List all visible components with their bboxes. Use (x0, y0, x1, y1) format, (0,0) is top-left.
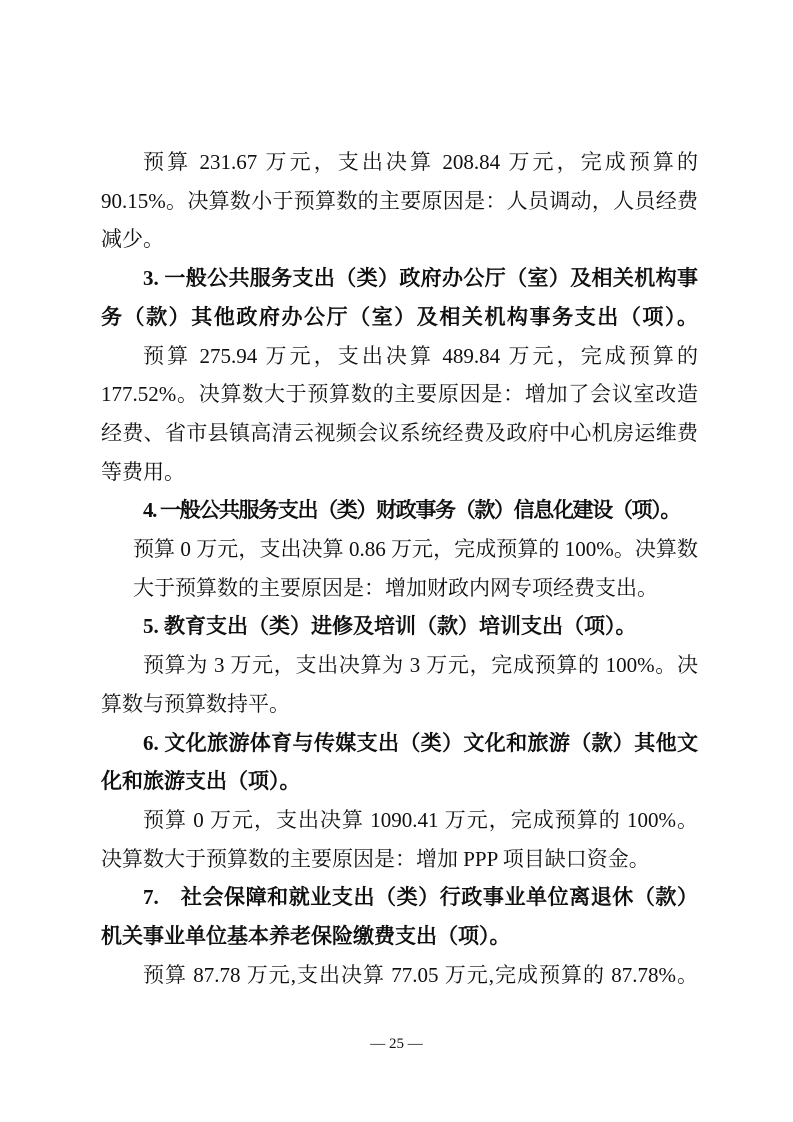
section-heading (101, 724, 698, 801)
text-line: 等费用。 (101, 459, 185, 484)
body-paragraph (101, 337, 698, 492)
text-line: 预算 0 万元，支出决算 0.86 万元，完成预算的 100%。决算数 (133, 537, 698, 562)
body-paragraph (101, 143, 698, 259)
text-line: 预算 275.94 万元，支出决算 489.84 万元，完成预算的 (143, 343, 698, 368)
text-line: 5. 教育支出（类）进修及培训（款）培训支出（项）。 (143, 614, 637, 639)
body-paragraph (101, 801, 698, 878)
text-line: 算数与预算数持平。 (101, 691, 290, 716)
text-line: 6. 文化旅游体育与传媒支出（类）文化和旅游（款）其他文 (143, 730, 698, 755)
text-line: 3. 一般公共服务支出（类）政府办公厅（室）及相关机构事 (143, 266, 698, 291)
text-line: 务（款）其他政府办公厅（室）及相关机构事务支出（项）。 (101, 304, 698, 329)
section-heading (101, 491, 698, 530)
text-line: 7. 社会保障和就业支出（类）行政事业单位离退休（款） (143, 885, 698, 910)
text-line: 预算为 3 万元，支出决算为 3 万元，完成预算的 100%。决 (143, 653, 698, 678)
text-line: 177.52%。决算数大于预算数的主要原因是：增加了会议室改造 (101, 382, 698, 407)
text-line: 预算 231.67 万元，支出决算 208.84 万元，完成预算的 (143, 150, 698, 174)
body-paragraph (101, 530, 698, 607)
document-content (101, 143, 698, 994)
text-line: 决算数大于预算数的主要原因是：增加 PPP 项目缺口资金。 (101, 846, 650, 871)
text-line: 化和旅游支出（项）。 (101, 769, 301, 794)
body-paragraph (101, 956, 698, 995)
text-line: 大于预算数的主要原因是：增加财政内网专项经费支出。 (133, 575, 658, 600)
section-heading (101, 878, 698, 955)
body-paragraph (101, 646, 698, 723)
section-heading (101, 607, 698, 646)
section-heading (101, 259, 698, 336)
text-line: 预算 87.78 万元,支出决算 77.05 万元,完成预算的 87.78%。 (143, 962, 698, 987)
text-line: 经费、省市县镇高清云视频会议系统经费及政府中心机房运维费 (101, 420, 698, 445)
text-line: 4. 一般公共服务支出（类）财政事务（款）信息化建设（项）。 (143, 498, 680, 523)
text-line: 机关事业单位基本养老保险缴费支出（项）。 (101, 924, 511, 949)
text-line: 预算 0 万元，支出决算 1090.41 万元，完成预算的 100%。 (143, 807, 698, 832)
page-number: — 25 — (370, 1036, 423, 1052)
text-line: 90.15%。决算数小于预算数的主要原因是：人员调动，人员经费 (101, 188, 698, 213)
text-line: 减少。 (101, 227, 164, 252)
